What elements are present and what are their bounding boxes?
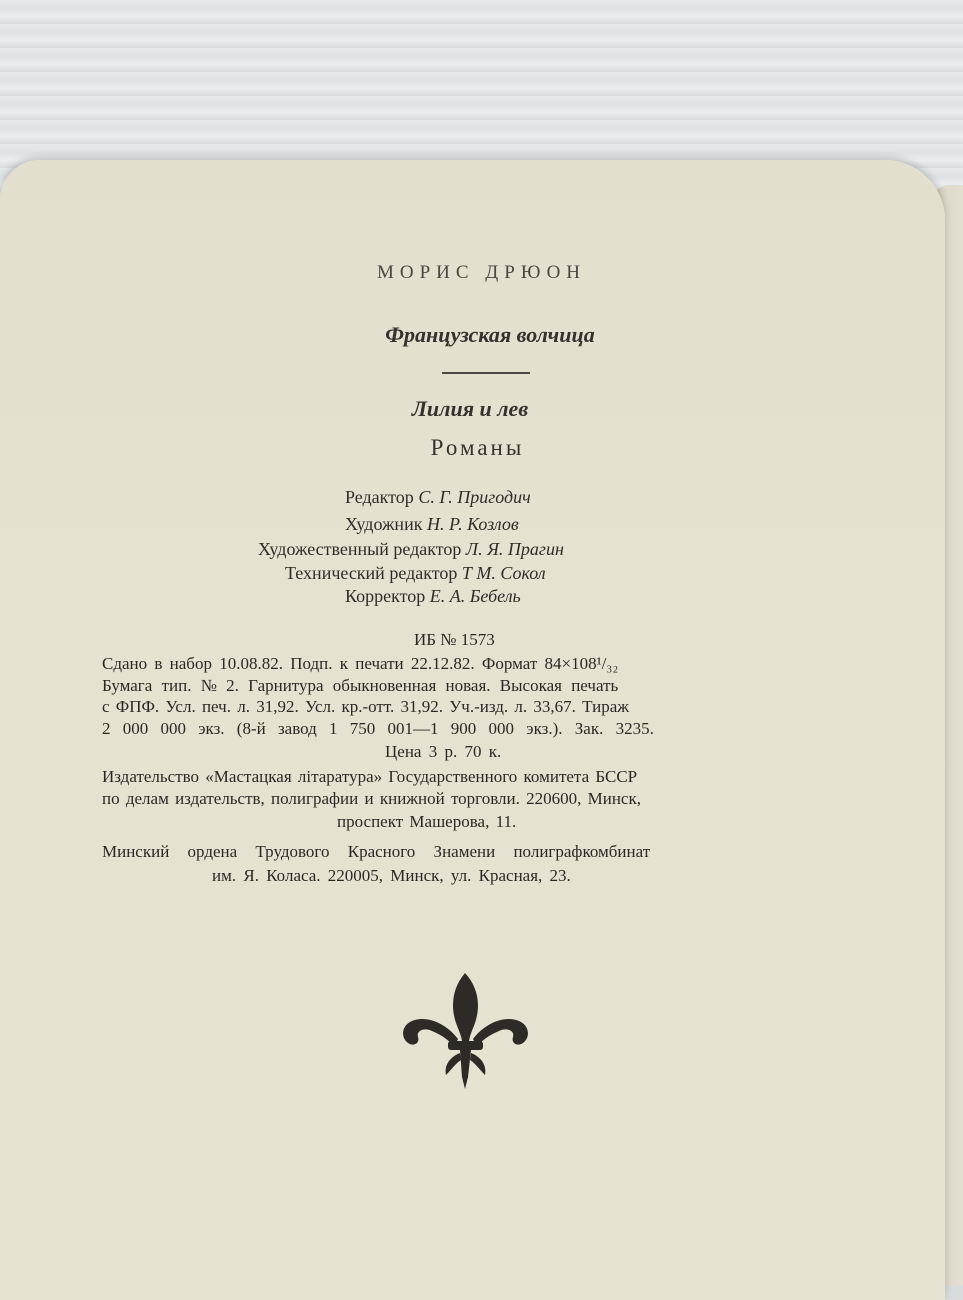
credit-tech-editor: Технический редактор Т М. Сокол — [285, 563, 546, 583]
imprint-line: проспект Машерова, 11. — [337, 812, 517, 831]
credit-art-editor: Художественный редактор Л. Я. Прагин — [258, 539, 564, 559]
fleur-de-lis-icon — [398, 965, 533, 1095]
title-divider — [442, 372, 530, 374]
credit-artist: Художник Н. Р. Козлов — [345, 514, 519, 534]
credit-proofreader: Корректор Е. А. Бебель — [345, 586, 521, 606]
imprint-line: 2 000 000 экз. (8-й завод 1 750 001—1 900 000 экз.). Зак. 3235. — [102, 719, 654, 738]
author-name: МОРИС ДРЮОН — [376, 262, 587, 283]
imprint-line: им. Я. Коласа. 220005, Минск, ул. Красная, 23. — [212, 866, 571, 885]
imprint-line: с ФПФ. Усл. печ. л. 31,92. Усл. кр.-отт. 31,92. Уч.-изд. л. 33,67. Тираж — [102, 697, 629, 716]
imprint-line: по делам издательств, полиграфии и книжной торговли. 220600, Минск, — [102, 789, 641, 808]
imprint-line: Бумага тип. № 2. Гарнитура обыкновенная новая. Высокая печать — [102, 676, 619, 695]
imprint-line: Издательство «Мастацкая літаратура» Государственного комитета БССР — [102, 767, 638, 786]
book-subtitle: Лилия и лев — [411, 396, 529, 421]
imprint-ib-number: ИБ № 1573 — [414, 630, 495, 649]
book-genre: Романы — [430, 435, 525, 460]
book-title: Французская волчица — [385, 322, 595, 347]
imprint-price: Цена 3 р. 70 к. — [385, 742, 502, 761]
imprint-line: Минский ордена Трудового Красного Знамени полиграфкомбинат — [102, 842, 651, 861]
imprint-line: Сдано в набор 10.08.82. Подп. к печати 22.12.82. Формат 84×108¹/₃₂ — [102, 654, 619, 673]
credit-editor: Редактор С. Г. Пригодич — [345, 487, 531, 507]
